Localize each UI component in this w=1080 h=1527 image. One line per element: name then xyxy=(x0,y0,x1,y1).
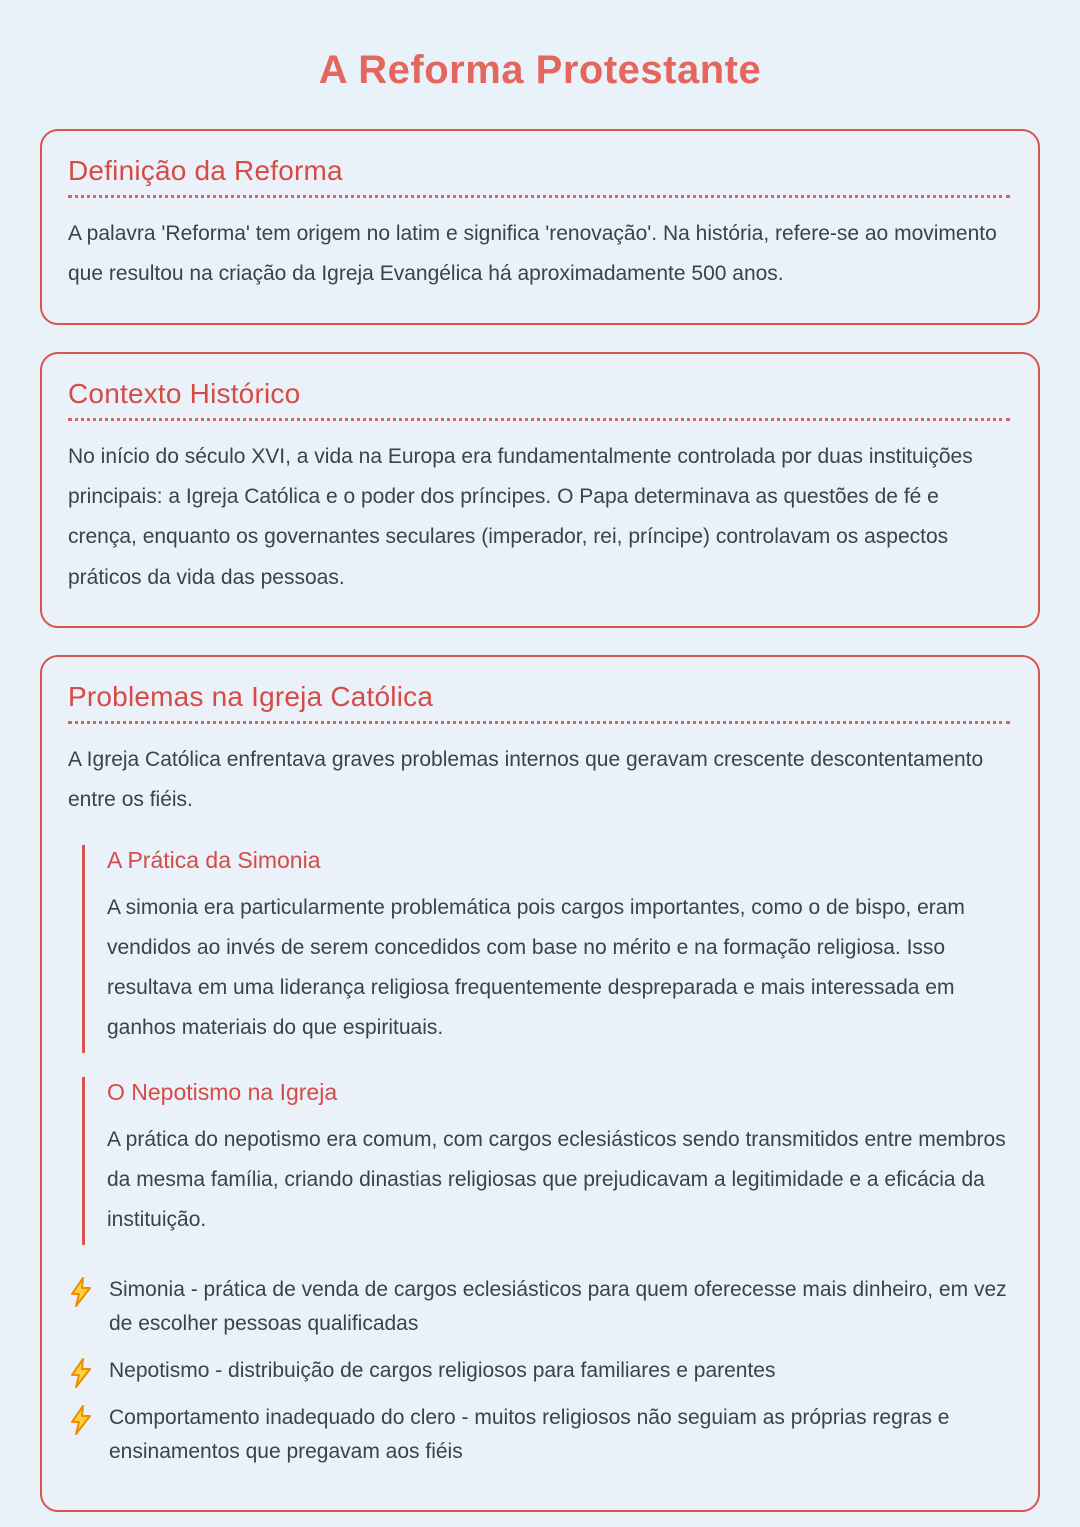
list-item-text: Nepotismo - distribuição de cargos religiosos para familiares e parentes xyxy=(109,1358,776,1382)
lightning-icon xyxy=(68,1277,94,1307)
page-title: A Reforma Protestante xyxy=(318,48,762,92)
section-body: No início do século XVI, a vida na Europa era fundamentalmente controlada por duas instituições principais: a Igreja Católica e o poder dos príncipes. O Papa determinava as questões de fé e crença, enquanto os governantes seculares (imperador, rei, príncipe) controlavam os aspectos práticos da vida das pessoas. xyxy=(68,444,973,589)
lightning-icon xyxy=(68,1405,94,1435)
lightning-icon xyxy=(68,1358,94,1388)
section-card-definicao xyxy=(40,129,1040,325)
section-body: A Igreja Católica enfrentava graves problemas internos que geravam crescente descontentamento entre os fiéis. xyxy=(68,747,984,812)
list-item xyxy=(68,1273,1010,1342)
dotted-divider xyxy=(68,721,1010,724)
subsection-heading: O Nepotismo na Igreja xyxy=(107,1078,338,1105)
section-card-contexto xyxy=(40,352,1040,628)
subsection-simonia xyxy=(82,845,1010,1053)
section-heading: Problemas na Igreja Católica xyxy=(68,680,434,712)
subsection-body: A prática do nepotismo era comum, com cargos eclesiásticos sendo transmitidos entre membros da mesma família, criando dinastias religiosas que prejudicavam a legitimidade e a eficácia da instituição. xyxy=(107,1127,1006,1232)
section-card-problemas xyxy=(40,655,1040,1512)
subsection-body: A simonia era particularmente problemática pois cargos importantes, como o de bispo, eram vendidos ao invés de serem concedidos com base no mérito e na formação religiosa. Isso resultava em uma liderança religiosa frequentemente despreparada e mais interessada em ganhos materiais do que espirituais. xyxy=(107,895,965,1040)
list-item-text: Comportamento inadequado do clero - muitos religiosos não seguiam as próprias regras e ensinamentos que pregavam aos fiéis xyxy=(109,1405,950,1464)
subsection-heading: A Prática da Simonia xyxy=(107,846,321,873)
section-body: A palavra 'Reforma' tem origem no latim e significa 'renovação'. Na história, refere-se ao movimento que resultou na criação da Igreja Evangélica há aproximadamente 500 anos. xyxy=(68,222,997,286)
list-item-text: Simonia - prática de venda de cargos eclesiásticos para quem oferecesse mais dinheiro, em vez de escolher pessoas qualificadas xyxy=(109,1277,1007,1336)
key-points-list xyxy=(68,1273,1010,1470)
section-heading: Contexto Histórico xyxy=(68,377,301,409)
list-item xyxy=(68,1401,1010,1470)
subsection-nepotismo xyxy=(82,1077,1010,1245)
dotted-divider xyxy=(68,195,1010,198)
list-item xyxy=(68,1354,1010,1389)
dotted-divider xyxy=(68,418,1010,421)
section-heading: Definição da Reforma xyxy=(68,155,343,186)
